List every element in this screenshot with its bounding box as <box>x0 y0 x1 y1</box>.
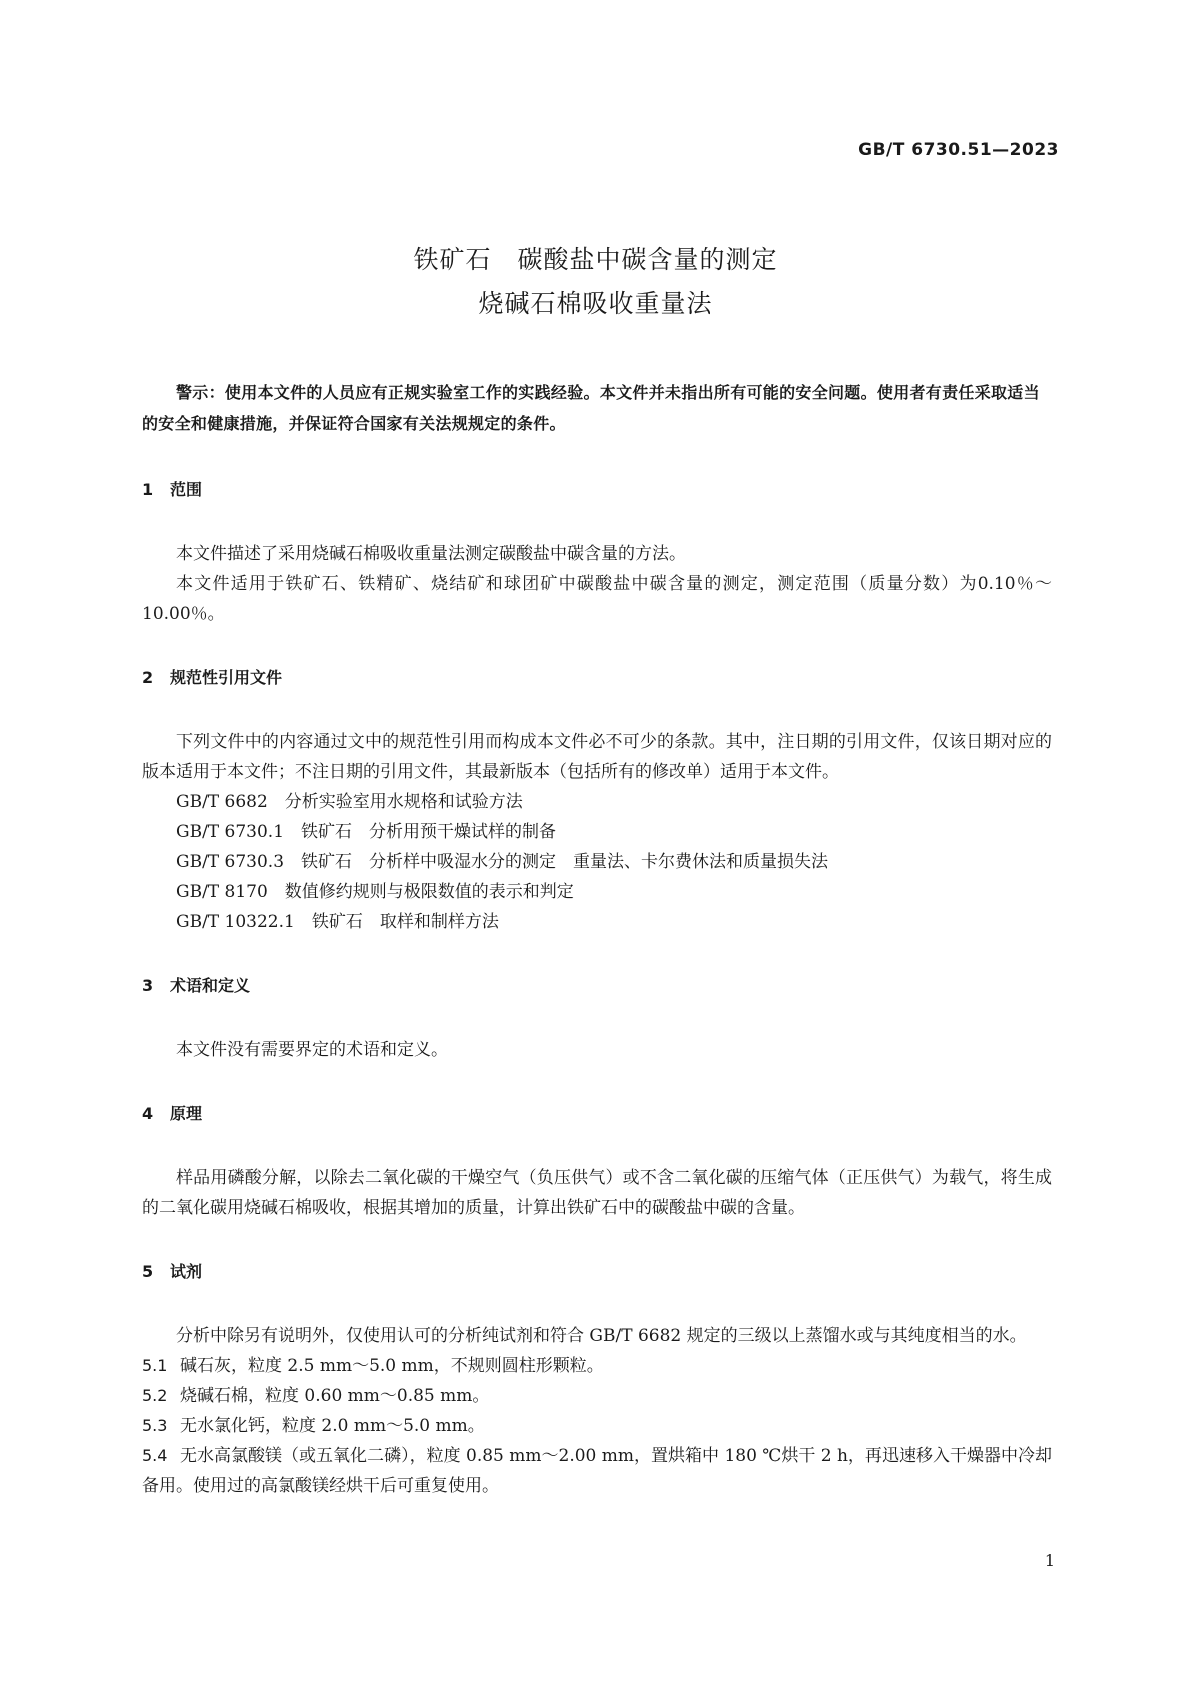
reference-item: GB/T 6730.1 铁矿石 分析用预干燥试样的制备 <box>176 822 557 842</box>
section-title: 试剂 <box>170 1262 203 1281</box>
safety-warning: 警示：使用本文件的人员应有正规实验室工作的实践经验。本文件并未指出所有可能的安全问题。使用者有责任采取适当的安全和健康措施，并保证符合国家有关法规规定的条件。 <box>142 383 1040 433</box>
reagent-item <box>142 1351 1052 1381</box>
section-heading-principle <box>142 1099 1052 1129</box>
section-heading-scope <box>142 475 1052 505</box>
title-line-2: 烧碱石棉吸收重量法 <box>478 289 713 318</box>
clause-text: 烧碱石棉，粒度 0.60 mm～0.85 mm。 <box>180 1386 490 1406</box>
section-heading-reagents <box>142 1257 1052 1287</box>
principle-paragraph: 样品用磷酸分解，以除去二氧化碳的干燥空气（负压供气）或不含二氧化碳的压缩气体（正压供气）为载气，将生成的二氧化碳用烧碱石棉吸收，根据其增加的质量，计算出铁矿石中的碳酸盐中碳的含量。 <box>142 1168 1052 1218</box>
section-number: 4 <box>142 1104 154 1123</box>
document-body <box>142 377 1052 1501</box>
clause-text: 无水氯化钙，粒度 2.0 mm～5.0 mm。 <box>180 1416 485 1436</box>
reference-item: GB/T 6682 分析实验室用水规格和试验方法 <box>176 792 523 812</box>
section-title: 原理 <box>170 1104 203 1123</box>
reference-item: GB/T 10322.1 铁矿石 取样和制样方法 <box>176 912 499 932</box>
reagent-item <box>142 1381 1052 1411</box>
reagents-intro: 分析中除另有说明外，仅使用认可的分析纯试剂和符合 GB/T 6682 规定的三级以上蒸馏水或与其纯度相当的水。 <box>176 1326 1027 1346</box>
reagent-item <box>142 1411 1052 1441</box>
clause-number: 5.3 <box>142 1416 168 1435</box>
terms-paragraph: 本文件没有需要界定的术语和定义。 <box>176 1040 448 1060</box>
reference-item: GB/T 8170 数值修约规则与极限数值的表示和判定 <box>176 882 574 902</box>
clause-number: 5.4 <box>142 1446 168 1465</box>
reagent-item <box>142 1441 1052 1501</box>
section-title: 范围 <box>170 480 203 499</box>
section-number: 5 <box>142 1262 154 1281</box>
clause-number: 5.1 <box>142 1356 168 1375</box>
page-number: 1 <box>1044 1551 1055 1570</box>
document-title <box>0 238 1191 326</box>
scope-paragraph-2: 本文件适用于铁矿石、铁精矿、烧结矿和球团矿中碳酸盐中碳含量的测定，测定范围（质量分数）为0.10％～10.00％。 <box>142 574 1052 624</box>
title-line-1: 铁矿石 碳酸盐中碳含量的测定 <box>413 245 778 274</box>
clause-number: 5.2 <box>142 1386 168 1405</box>
section-heading-normative-references <box>142 663 1052 693</box>
section-title: 规范性引用文件 <box>170 668 283 687</box>
clause-text: 碱石灰，粒度 2.5 mm～5.0 mm，不规则圆柱形颗粒。 <box>180 1356 604 1376</box>
section-number: 3 <box>142 976 154 995</box>
reference-item: GB/T 6730.3 铁矿石 分析样中吸湿水分的测定 重量法、卡尔费休法和质量损失法 <box>176 852 829 872</box>
clause-text: 无水高氯酸镁（或五氧化二磷），粒度 0.85 mm～2.00 mm，置烘箱中 180 ℃烘干 2 h，再迅速移入干燥器中冷却备用。使用过的高氯酸镁经烘干后可重复使用。 <box>142 1446 1052 1496</box>
document-id: GB/T 6730.51—2023 <box>858 140 1059 160</box>
section-heading-terms <box>142 971 1052 1001</box>
section-number: 1 <box>142 480 154 499</box>
section-number: 2 <box>142 668 154 687</box>
scope-paragraph-1: 本文件描述了采用烧碱石棉吸收重量法测定碳酸盐中碳含量的方法。 <box>176 544 686 564</box>
normative-intro: 下列文件中的内容通过文中的规范性引用而构成本文件必不可少的条款。其中，注日期的引用文件，仅该日期对应的版本适用于本文件；不注日期的引用文件，其最新版本（包括所有的修改单）适用于本文件。 <box>142 732 1052 782</box>
section-title: 术语和定义 <box>170 976 251 995</box>
